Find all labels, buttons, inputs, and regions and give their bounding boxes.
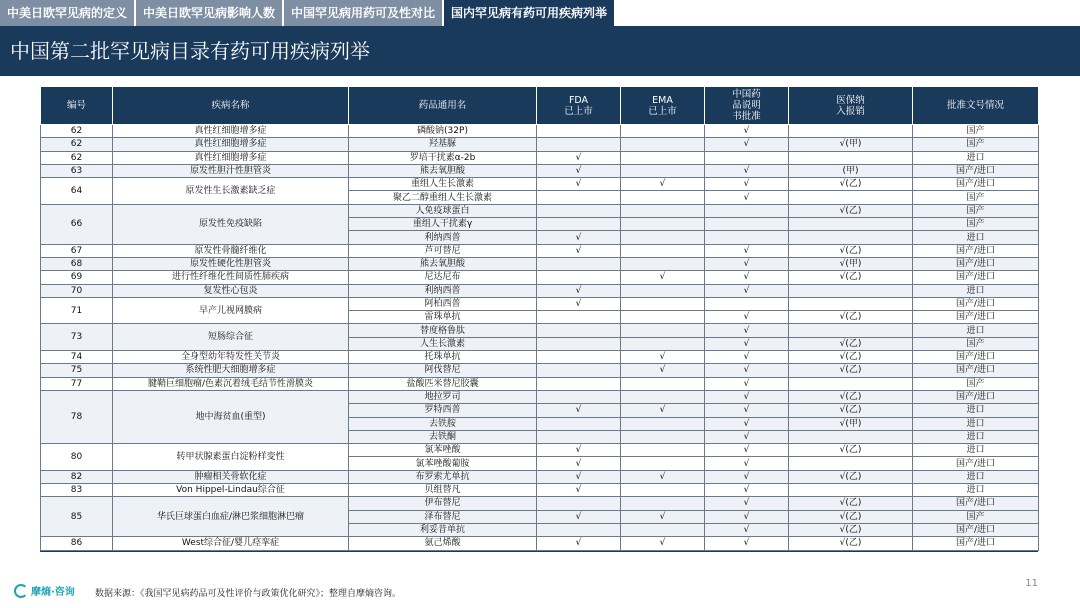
cell-insurance: (甲) — [789, 164, 913, 177]
cell-fda — [537, 417, 621, 430]
cell-china-approval: √ — [705, 457, 789, 470]
cell-ema — [621, 430, 705, 443]
cell-china-approval — [705, 231, 789, 244]
cell-ema — [621, 125, 705, 138]
cell-fda — [537, 337, 621, 350]
cell-china-approval: √ — [705, 430, 789, 443]
cell-drug: 阿伐替尼 — [349, 364, 537, 377]
cell-approval-status: 进口 — [913, 430, 1039, 443]
cell-insurance: √(乙) — [789, 537, 913, 550]
cell-drug: 泽布替尼 — [349, 510, 537, 523]
cell-china-approval: √ — [705, 324, 789, 337]
cell-drug: 罗特西普 — [349, 404, 537, 417]
cell-ema — [621, 457, 705, 470]
cell-ema — [621, 337, 705, 350]
cell-ema: √ — [621, 510, 705, 523]
cell-drug: 盐酸匹米替尼胶囊 — [349, 377, 537, 390]
cell-fda: √ — [537, 151, 621, 164]
cell-china-approval — [705, 151, 789, 164]
cell-fda: √ — [537, 457, 621, 470]
cell-drug: 聚乙二醇重组人生长激素 — [349, 191, 537, 204]
cell-drug: 人免疫球蛋白 — [349, 204, 537, 217]
cell-china-approval: √ — [705, 271, 789, 284]
cell-id: 68 — [41, 257, 113, 270]
cell-drug: 氨己烯酸 — [349, 537, 537, 550]
cell-insurance: √(乙) — [789, 337, 913, 350]
brand-logo — [14, 583, 75, 598]
cell-fda: √ — [537, 178, 621, 191]
cell-insurance: √(乙) — [789, 311, 913, 324]
cell-approval-status: 国产 — [913, 510, 1039, 523]
cell-approval-status: 进口 — [913, 444, 1039, 457]
cell-disease: 短肠综合征 — [113, 324, 349, 351]
cell-approval-status: 国产 — [913, 204, 1039, 217]
cell-drug: 伊布替尼 — [349, 497, 537, 510]
cell-approval-status: 国产/进口 — [913, 497, 1039, 510]
cell-insurance: √(乙) — [789, 404, 913, 417]
table-row — [41, 351, 1039, 364]
cell-id: 66 — [41, 204, 113, 244]
cell-approval-status: 国产 — [913, 218, 1039, 231]
table-row — [41, 297, 1039, 310]
cell-ema: √ — [621, 178, 705, 191]
table-row — [41, 284, 1039, 297]
cell-disease: 全身型幼年特发性关节炎 — [113, 351, 349, 364]
cell-id: 63 — [41, 164, 113, 177]
cell-ema: √ — [621, 404, 705, 417]
cell-insurance: √(乙) — [789, 271, 913, 284]
cell-drug: 托珠单抗 — [349, 351, 537, 364]
table-row — [41, 178, 1039, 191]
cell-drug: 雷珠单抗 — [349, 311, 537, 324]
cell-drug: 羟基脲 — [349, 138, 537, 151]
cell-insurance — [789, 231, 913, 244]
cell-fda: √ — [537, 297, 621, 310]
cell-ema — [621, 284, 705, 297]
cell-ema — [621, 484, 705, 497]
cell-approval-status: 国产/进口 — [913, 271, 1039, 284]
disease-drug-table — [40, 86, 1039, 551]
cell-drug: 替度格鲁肽 — [349, 324, 537, 337]
cell-china-approval: √ — [705, 244, 789, 257]
cell-insurance: √(甲) — [789, 257, 913, 270]
cell-china-approval: √ — [705, 138, 789, 151]
cell-approval-status: 国产/进口 — [913, 178, 1039, 191]
cell-ema: √ — [621, 537, 705, 550]
cell-disease: 早产儿视网膜病 — [113, 297, 349, 324]
cell-disease: West综合征/婴儿痉挛症 — [113, 537, 349, 550]
cell-fda — [537, 364, 621, 377]
cell-ema: √ — [621, 351, 705, 364]
cell-insurance — [789, 297, 913, 310]
cell-approval-status: 国产/进口 — [913, 311, 1039, 324]
table-row — [41, 125, 1039, 138]
cell-fda: √ — [537, 537, 621, 550]
cell-insurance: √(乙) — [789, 364, 913, 377]
cell-approval-status: 国产 — [913, 191, 1039, 204]
cell-drug: 去铁酮 — [349, 430, 537, 443]
cell-fda: √ — [537, 404, 621, 417]
cell-drug: 地拉罗司 — [349, 390, 537, 403]
cell-fda: √ — [537, 470, 621, 483]
cell-ema: √ — [621, 364, 705, 377]
cell-fda — [537, 271, 621, 284]
cell-ema — [621, 377, 705, 390]
cell-ema — [621, 497, 705, 510]
header-insurance: 医保纳 入报销 — [789, 87, 913, 125]
cell-id: 83 — [41, 484, 113, 497]
cell-insurance — [789, 191, 913, 204]
cell-approval-status: 国产/进口 — [913, 537, 1039, 550]
cell-insurance: √(乙) — [789, 178, 913, 191]
header-disease: 疾病名称 — [113, 87, 349, 125]
cell-disease: 转甲状腺素蛋白淀粉样变性 — [113, 444, 349, 471]
cell-disease: 原发性胆汁性胆管炎 — [113, 164, 349, 177]
cell-drug: 布罗索尤单抗 — [349, 470, 537, 483]
cell-fda — [537, 497, 621, 510]
footer — [0, 572, 1080, 608]
cell-china-approval: √ — [705, 364, 789, 377]
cell-fda: √ — [537, 510, 621, 523]
cell-id: 77 — [41, 377, 113, 390]
cell-ema — [621, 164, 705, 177]
cell-id: 78 — [41, 390, 113, 443]
cell-ema — [621, 297, 705, 310]
cell-china-approval — [705, 204, 789, 217]
cell-ema — [621, 390, 705, 403]
table-row — [41, 444, 1039, 457]
header-approval-status: 批准文号情况 — [913, 87, 1039, 125]
disease-table-container — [40, 86, 1038, 552]
cell-disease: 进行性纤维化性间质性肺疾病 — [113, 271, 349, 284]
cell-insurance: √(乙) — [789, 497, 913, 510]
table-row — [41, 324, 1039, 337]
cell-china-approval: √ — [705, 351, 789, 364]
cell-approval-status: 进口 — [913, 231, 1039, 244]
tab-drug-access-comparison[interactable]: 中国罕见病用药可及性对比 — [284, 0, 442, 26]
cell-approval-status: 国产/进口 — [913, 257, 1039, 270]
cell-insurance — [789, 218, 913, 231]
cell-insurance: √(乙) — [789, 510, 913, 523]
cell-fda: √ — [537, 284, 621, 297]
cell-disease: 真性红细胞增多症 — [113, 138, 349, 151]
cell-id: 74 — [41, 351, 113, 364]
cell-ema: √ — [621, 470, 705, 483]
cell-approval-status: 国产/进口 — [913, 364, 1039, 377]
tab-rare-disease-definition[interactable]: 中美日欧罕见病的定义 — [0, 0, 134, 26]
page-number: 11 — [1025, 578, 1038, 589]
cell-disease: 系统性肥大细胞增多症 — [113, 364, 349, 377]
cell-ema — [621, 444, 705, 457]
cell-approval-status: 国产 — [913, 377, 1039, 390]
cell-id: 70 — [41, 284, 113, 297]
cell-id: 62 — [41, 125, 113, 138]
cell-ema — [621, 311, 705, 324]
cell-id: 75 — [41, 364, 113, 377]
cell-id: 67 — [41, 244, 113, 257]
cell-china-approval — [705, 297, 789, 310]
cell-ema — [621, 324, 705, 337]
cell-insurance — [789, 457, 913, 470]
cell-insurance: √(乙) — [789, 444, 913, 457]
cell-fda: √ — [537, 484, 621, 497]
cell-fda — [537, 311, 621, 324]
header-fda: FDA 已上市 — [537, 87, 621, 125]
cell-fda — [537, 523, 621, 536]
cell-insurance: √(甲) — [789, 417, 913, 430]
cell-ema — [621, 417, 705, 430]
cell-fda — [537, 390, 621, 403]
cell-disease: 复发性心包炎 — [113, 284, 349, 297]
cell-china-approval: √ — [705, 444, 789, 457]
cell-drug: 熊去氧胆酸 — [349, 164, 537, 177]
header-drug: 药品通用名 — [349, 87, 537, 125]
cell-china-approval: √ — [705, 470, 789, 483]
cell-disease: 原发性免疫缺陷 — [113, 204, 349, 244]
table-row — [41, 537, 1039, 550]
cell-disease: 原发性硬化性胆管炎 — [113, 257, 349, 270]
cell-drug: 芦可替尼 — [349, 244, 537, 257]
cell-id: 62 — [41, 138, 113, 151]
cell-drug: 罗培干扰素α-2b — [349, 151, 537, 164]
cell-fda — [537, 257, 621, 270]
cell-insurance — [789, 284, 913, 297]
cell-china-approval: √ — [705, 337, 789, 350]
cell-approval-status: 进口 — [913, 470, 1039, 483]
cell-ema — [621, 151, 705, 164]
cell-drug: 利纳西普 — [349, 284, 537, 297]
cell-approval-status: 进口 — [913, 284, 1039, 297]
cell-drug: 利妥昔单抗 — [349, 523, 537, 536]
cell-china-approval — [705, 218, 789, 231]
cell-china-approval: √ — [705, 497, 789, 510]
cell-ema — [621, 191, 705, 204]
table-row — [41, 164, 1039, 177]
cell-china-approval: √ — [705, 178, 789, 191]
cell-fda — [537, 125, 621, 138]
data-source-note: 数据来源：《我国罕见病药品可及性评价与政策优化研究》；整理自摩熵咨询。 — [95, 589, 402, 599]
cell-china-approval: √ — [705, 390, 789, 403]
cell-ema: √ — [621, 271, 705, 284]
cell-china-approval: √ — [705, 191, 789, 204]
cell-approval-status: 国产/进口 — [913, 457, 1039, 470]
cell-fda: √ — [537, 244, 621, 257]
cell-china-approval: √ — [705, 417, 789, 430]
tab-domestic-treatable-list[interactable]: 国内罕见病有药可用疾病列举 — [444, 0, 614, 26]
cell-china-approval: √ — [705, 510, 789, 523]
cell-insurance: √(甲) — [789, 138, 913, 151]
cell-disease: Von Hippel-Lindau综合征 — [113, 484, 349, 497]
cell-china-approval: √ — [705, 484, 789, 497]
cell-ema — [621, 523, 705, 536]
table-row — [41, 244, 1039, 257]
cell-china-approval: √ — [705, 284, 789, 297]
cell-approval-status: 国产/进口 — [913, 523, 1039, 536]
cell-id: 86 — [41, 537, 113, 550]
table-row — [41, 138, 1039, 151]
cell-insurance: √(乙) — [789, 390, 913, 403]
cell-drug: 氯苯唑酸葡胺 — [349, 457, 537, 470]
cell-disease: 真性红细胞增多症 — [113, 151, 349, 164]
cell-insurance: √(乙) — [789, 204, 913, 217]
cell-id: 80 — [41, 444, 113, 471]
cell-insurance — [789, 125, 913, 138]
table-row — [41, 257, 1039, 270]
cell-disease: 原发性生长激素缺乏症 — [113, 178, 349, 205]
cell-approval-status: 进口 — [913, 484, 1039, 497]
cell-disease: 地中海贫血(重型) — [113, 390, 349, 443]
table-body — [41, 125, 1039, 551]
table-row — [41, 484, 1039, 497]
cell-drug: 重组人生长激素 — [349, 178, 537, 191]
cell-ema — [621, 138, 705, 151]
table-row — [41, 204, 1039, 217]
table-row — [41, 271, 1039, 284]
cell-fda: √ — [537, 444, 621, 457]
cell-fda — [537, 377, 621, 390]
cell-ema — [621, 257, 705, 270]
title-bar — [0, 26, 1080, 76]
cell-china-approval: √ — [705, 523, 789, 536]
cell-disease: 腱鞘巨细胞瘤/色素沉着绒毛结节性滑膜炎 — [113, 377, 349, 390]
cell-approval-status: 国产 — [913, 125, 1039, 138]
brand-name: 摩熵·咨询 — [31, 587, 75, 598]
cell-fda — [537, 191, 621, 204]
cell-id: 71 — [41, 297, 113, 324]
cell-ema — [621, 244, 705, 257]
cell-approval-status: 进口 — [913, 417, 1039, 430]
cell-ema — [621, 231, 705, 244]
cell-approval-status: 国产/进口 — [913, 390, 1039, 403]
cell-drug: 熊去氧胆酸 — [349, 257, 537, 270]
header-id: 编号 — [41, 87, 113, 125]
cell-approval-status: 进口 — [913, 404, 1039, 417]
cell-fda — [537, 430, 621, 443]
cell-approval-status: 国产/进口 — [913, 351, 1039, 364]
cell-fda — [537, 351, 621, 364]
cell-drug: 尼达尼布 — [349, 271, 537, 284]
cell-approval-status: 国产/进口 — [913, 164, 1039, 177]
cell-ema — [621, 204, 705, 217]
cell-insurance — [789, 324, 913, 337]
cell-fda — [537, 138, 621, 151]
table-row — [41, 364, 1039, 377]
table-row — [41, 470, 1039, 483]
cell-id: 64 — [41, 178, 113, 205]
cell-insurance — [789, 377, 913, 390]
cell-id: 62 — [41, 151, 113, 164]
cell-insurance: √(乙) — [789, 351, 913, 364]
cell-drug: 磷酸钠(32P) — [349, 125, 537, 138]
header-ema: EMA 已上市 — [621, 87, 705, 125]
cell-drug: 贝组替凡 — [349, 484, 537, 497]
cell-drug: 人生长激素 — [349, 337, 537, 350]
cell-ema — [621, 218, 705, 231]
page-title: 中国第二批罕见病目录有药可用疾病列举 — [10, 39, 370, 63]
cell-approval-status: 国产 — [913, 337, 1039, 350]
cell-id: 69 — [41, 271, 113, 284]
cell-fda: √ — [537, 231, 621, 244]
cell-approval-status: 进口 — [913, 151, 1039, 164]
cell-insurance — [789, 430, 913, 443]
table-row — [41, 497, 1039, 510]
cell-fda: √ — [537, 164, 621, 177]
cell-disease: 原发性骨髓纤维化 — [113, 244, 349, 257]
cell-china-approval: √ — [705, 537, 789, 550]
cell-china-approval: √ — [705, 164, 789, 177]
cell-approval-status: 国产/进口 — [913, 244, 1039, 257]
cell-id: 82 — [41, 470, 113, 483]
cell-insurance: √(乙) — [789, 470, 913, 483]
cell-disease: 肿瘤相关骨软化症 — [113, 470, 349, 483]
table-row — [41, 377, 1039, 390]
section-tabs — [0, 0, 1080, 26]
cell-drug: 阿柏西普 — [349, 297, 537, 310]
cell-drug: 利纳西普 — [349, 231, 537, 244]
cell-approval-status: 进口 — [913, 324, 1039, 337]
cell-china-approval: √ — [705, 257, 789, 270]
cell-fda — [537, 218, 621, 231]
cell-insurance: √(乙) — [789, 523, 913, 536]
cell-id: 85 — [41, 497, 113, 537]
cell-id: 73 — [41, 324, 113, 351]
header-china-approval: 中国药 品说明 书批准 — [705, 87, 789, 125]
table-row — [41, 151, 1039, 164]
cell-drug: 氯苯唑酸 — [349, 444, 537, 457]
tab-affected-population[interactable]: 中美日欧罕见病影响人数 — [136, 0, 282, 26]
cell-china-approval: √ — [705, 377, 789, 390]
cell-china-approval: √ — [705, 125, 789, 138]
cell-insurance: √(乙) — [789, 244, 913, 257]
cell-china-approval: √ — [705, 404, 789, 417]
cell-disease: 华氏巨球蛋白血症/淋巴浆细胞淋巴瘤 — [113, 497, 349, 537]
cell-fda — [537, 324, 621, 337]
brand-logo-icon — [14, 584, 28, 598]
cell-insurance — [789, 484, 913, 497]
cell-china-approval: √ — [705, 311, 789, 324]
cell-fda — [537, 204, 621, 217]
cell-drug: 去铁胺 — [349, 417, 537, 430]
cell-drug: 重组人干扰素γ — [349, 218, 537, 231]
cell-approval-status: 国产/进口 — [913, 297, 1039, 310]
cell-disease: 真性红细胞增多症 — [113, 125, 349, 138]
table-row — [41, 390, 1039, 403]
table-header-row — [41, 87, 1039, 125]
cell-approval-status: 国产 — [913, 138, 1039, 151]
cell-insurance — [789, 151, 913, 164]
